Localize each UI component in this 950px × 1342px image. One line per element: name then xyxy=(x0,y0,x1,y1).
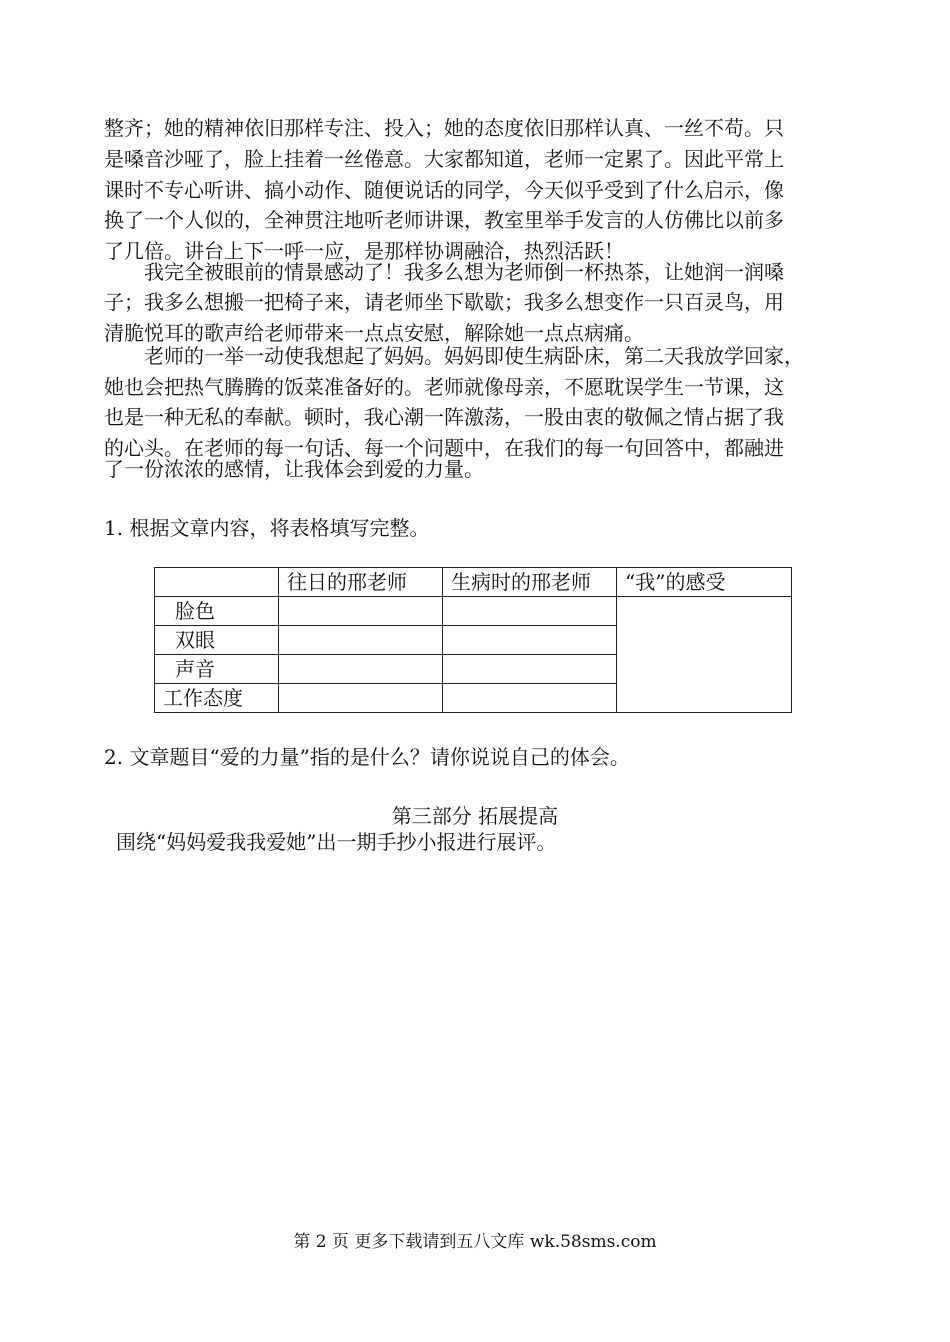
article-line: 老师的一举一动使我想起了妈妈。妈妈即使生病卧床，第二天我放学回家， xyxy=(104,344,804,368)
article-line: 整齐；她的精神依旧那样专注、投入；她的态度依旧那样认真、一丝不苟。只 xyxy=(104,116,784,140)
feeling-answer-cell[interactable] xyxy=(617,597,792,713)
answer-cell[interactable] xyxy=(279,655,443,684)
table-header-cell: “我”的感受 xyxy=(617,568,792,597)
answer-cell[interactable] xyxy=(279,684,443,713)
article-line: 了一份浓浓的感情，让我体会到爱的力量。 xyxy=(104,457,484,481)
row-label-face: 脸色 xyxy=(155,597,279,626)
section-task: 围绕“妈妈爱我我爱她”出一期手抄小报进行展评。 xyxy=(116,830,557,854)
article-line: 她也会把热气腾腾的饭菜准备好的。老师就像母亲，不愿耽误学生一节课，这 xyxy=(104,375,784,399)
answer-cell[interactable] xyxy=(279,626,443,655)
section-title: 第三部分 拓展提高 xyxy=(391,804,559,828)
article-line: 换了一个人似的，全神贯注地听老师讲课，教室里举手发言的人仿佛比以前多 xyxy=(104,208,784,232)
table-header-row xyxy=(155,568,792,597)
article-line: 也是一种无私的奉献。顿时，我心潮一阵激荡，一股由衷的敬佩之情占据了我 xyxy=(104,405,784,429)
answer-table xyxy=(154,567,792,713)
answer-cell[interactable] xyxy=(443,626,617,655)
page-footer: 第 2 页 更多下载请到五八文库 wk.58sms.com xyxy=(293,1232,657,1252)
table-header-cell: 往日的邢老师 xyxy=(279,568,443,597)
article-line: 清脆悦耳的歌声给老师带来一点点安慰，解除她一点点病痛。 xyxy=(104,321,644,345)
article-line: 的心头。在老师的每一句话、每一个问题中，在我们的每一句回答中，都融进 xyxy=(104,436,784,460)
row-label-eyes: 双眼 xyxy=(155,626,279,655)
article-line: 我完全被眼前的情景感动了！我多么想为老师倒一杯热茶，让她润一润嗓 xyxy=(104,260,784,284)
table-header-cell: 生病时的邢老师 xyxy=(443,568,617,597)
table-header-cell xyxy=(155,568,279,597)
answer-cell[interactable] xyxy=(443,597,617,626)
answer-cell[interactable] xyxy=(279,597,443,626)
question-1: 1. 根据文章内容，将表格填写完整。 xyxy=(104,516,430,540)
article-line: 课时不专心听讲、搞小动作、随便说话的同学，今天似乎受到了什么启示，像 xyxy=(104,178,784,202)
answer-cell[interactable] xyxy=(443,655,617,684)
table-row xyxy=(155,597,792,626)
row-label-voice: 声音 xyxy=(155,655,279,684)
article-line: 是嗓音沙哑了，脸上挂着一丝倦意。大家都知道，老师一定累了。因此平常上 xyxy=(104,147,784,171)
question-2: 2. 文章题目“爱的力量”指的是什么？请你说说自己的体会。 xyxy=(104,745,630,769)
answer-cell[interactable] xyxy=(443,684,617,713)
article-line: 了几倍。讲台上下一呼一应，是那样协调融洽，热烈活跃！ xyxy=(104,239,624,263)
article-line: 子；我多么想搬一把椅子来，请老师坐下歇歇；我多么想变作一只百灵鸟，用 xyxy=(104,290,784,314)
row-label-attitude: 工作态度 xyxy=(155,684,279,713)
